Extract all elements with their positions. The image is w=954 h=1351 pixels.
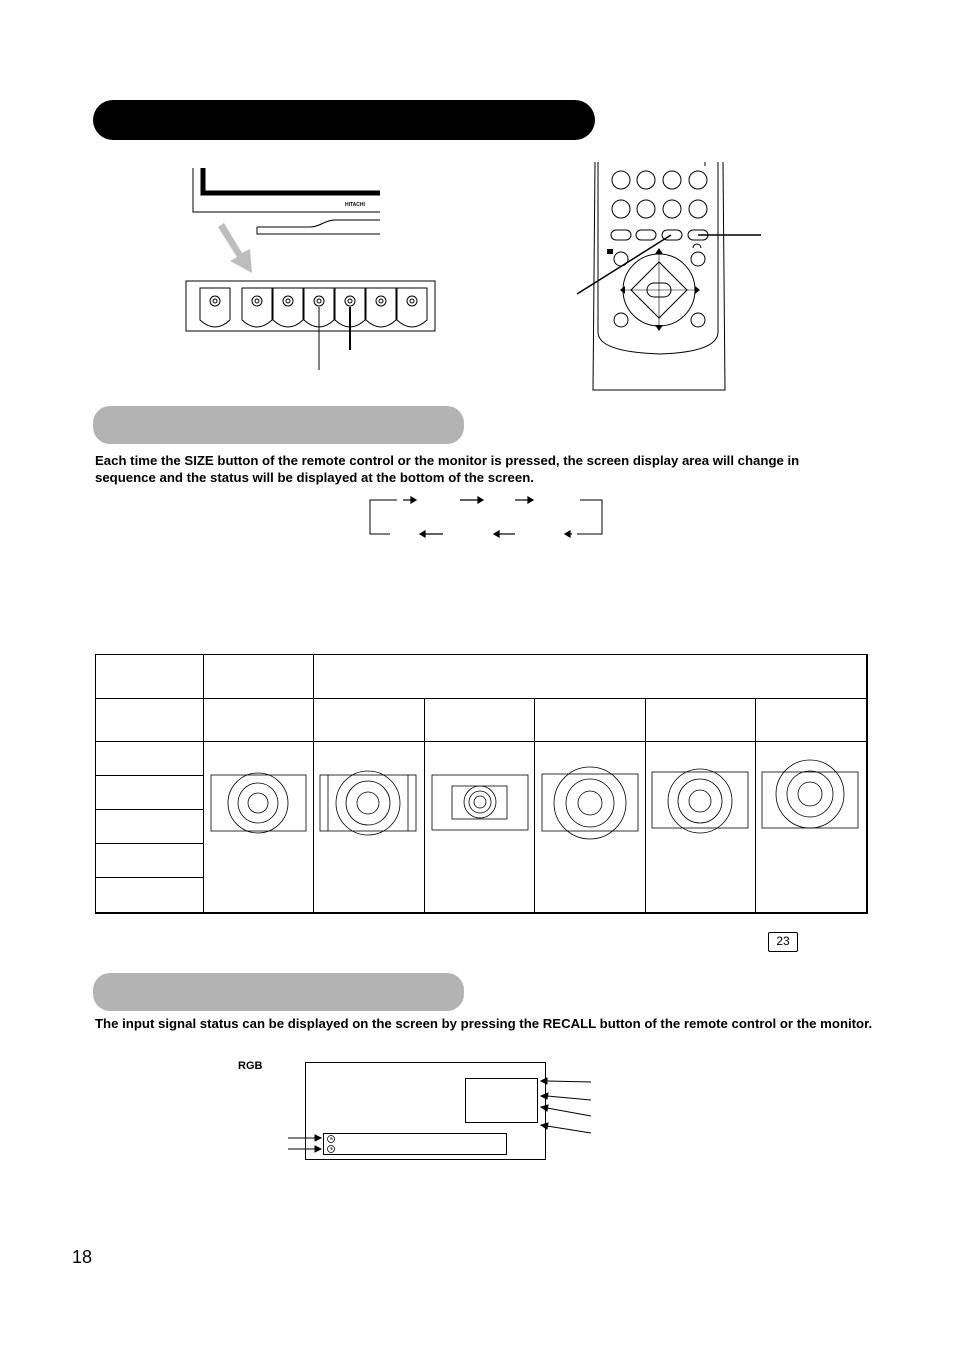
- signal-status-diagram: [285, 1060, 600, 1165]
- section-title-bar: [93, 100, 595, 140]
- rgb-label: RGB: [238, 1060, 263, 1072]
- book-reference-icon: 23: [768, 932, 798, 952]
- screen-thumb-1: [211, 773, 306, 833]
- recall-section-bar: [93, 973, 464, 1011]
- screen-thumb-5: [652, 769, 748, 833]
- screen-thumb-6: [762, 760, 858, 828]
- recall-description: The input signal status can be displayed on the screen by pressing the RECALL button of the remote control or the monitor.: [95, 1016, 873, 1031]
- screen-thumb-4: [542, 767, 638, 839]
- display-mode-table: [95, 654, 870, 916]
- page-number: 18: [72, 1247, 93, 1267]
- screen-thumb-3: [432, 775, 528, 830]
- size-cycle-diagram: [365, 494, 610, 539]
- remote-control-illustration: [575, 162, 770, 394]
- size-description: Each time the SIZE button of the remote control or the monitor is pressed, the screen display area will change in sequence and the status will be displayed at the bottom of the screen.: [95, 453, 800, 485]
- monitor-brand-text: HITACHI: [345, 202, 365, 208]
- size-section-bar: [93, 406, 464, 444]
- screen-thumb-2: [320, 771, 416, 835]
- clock-icon: [328, 1136, 335, 1153]
- monitor-control-panel: [185, 280, 440, 370]
